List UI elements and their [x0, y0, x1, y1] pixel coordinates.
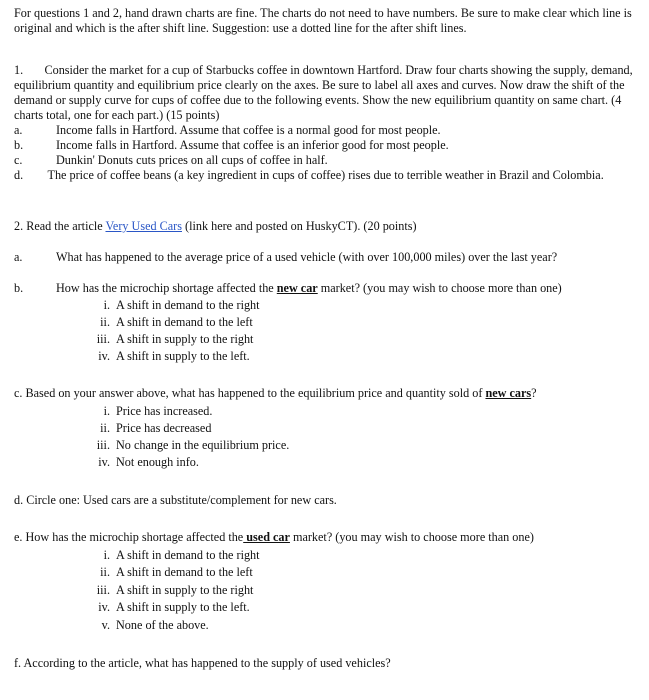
- question-1-item-d: [14, 168, 636, 183]
- worksheet-document: For questions 1 and 2, hand drawn charts are fine. The charts do not need to have numbers. Be sure to make clear which line is original and which is the after shift line. Suggestion: use a dotted line for the after shift lines. 1. Consider the market for a cup of Starbucks coffee in downtown Hartford. Draw four charts showing the supply, demand, equilibrium quantity and equilibrium price clearly on the axes. Be sure to label all axes and curves. Now draw the shift of the demand or supply curve for cups of coffee due to the following events. Show the new equilibrium quantity on same chart. (4 charts total, one for each part.) (15 points) a. Income falls in Hartford. Assume that coffee is a normal good for most people. b. Income falls in Hartford. Assume that coffee is an inferior good for most people. c. Dunkin' Donuts cuts prices on all cups of coffee in half. d. The price of coffee beans (a key ingredient in cups of coffee) rises due to terrible weather in Brazil and Colombia. 2. Read the article Very Used Cars (link here and posted on HuskyCT). (20 points) a. What has happened to the average price of a used vehicle (with over 100,000 miles) over the last year? b. How has the microchip shortage affected the new car market? (you may wish to choose more than one) i. A shift in demand to the right ii. A shift in demand to the left iii. A shift in supply to the right iv. A shift in supply to the left. c. Based on your answer above, what has happened to the equilibrium price and quantity sold of new cars? i. Price has increased. ii. Price has decreased iii. No change in the equilibrium price. iv. Not enough info. d. Circle one: Used cars are a substitute/complement for new cars. e. How has the microchip shortage affected the used car market? (you may wish to choose more than one) i. A shift in demand to the right ii. A shift in demand to the left iii. A shift in supply to the right iv. A shift in supply to the left. v. None of the above. f. According to the article, what has happened to the supply of used vehicles?: [0, 0, 649, 700]
- used-car-emphasis: used car: [243, 530, 290, 544]
- question-2a-text: What has happened to the average price of a used vehicle (with over 100,000 miles) over the last year?: [56, 250, 558, 264]
- item-text: Dunkin' Donuts cuts prices on all cups of coffee in half.: [56, 153, 328, 167]
- question-1-item-b: [14, 138, 636, 153]
- question-1: [14, 63, 636, 183]
- question-2b-text: How has the microchip shortage affected the new car market? (you may wish to choose more than one): [56, 281, 562, 295]
- question-1-text: Consider the market for a cup of Starbucks coffee in downtown Hartford. Draw four charts showing the supply, demand, equilibrium quantity and equilibrium price clearly on the axes. Be sure to label all axes and curves. Now draw the shift of the demand or supply curve for cups of coffee due to the following events. Show the new equilibrium quantity on same chart. (4 charts total, one for each part.) (15 points): [14, 63, 633, 122]
- question-2d: d. Circle one: Used cars are a substitute/complement for new cars.: [14, 493, 337, 507]
- question-1-prompt: [14, 63, 636, 123]
- question-2-prefix: 2. Read the article: [14, 219, 106, 233]
- item-label: a.: [14, 123, 23, 137]
- question-1-item-a: [14, 123, 636, 138]
- question-2-heading: [14, 219, 636, 234]
- new-car-emphasis: new car: [276, 281, 318, 295]
- intro-paragraph: For questions 1 and 2, hand drawn charts are fine. The charts do not need to have numbers. Be sure to make clear which line is original and which is the after shift line. Suggestion: use a dotted line for the after shift lines.: [14, 6, 632, 35]
- item-text: Income falls in Hartford. Assume that coffee is a normal good for most people.: [56, 123, 441, 137]
- question-2-suffix: (link here and posted on HuskyCT). (20 points): [181, 219, 417, 233]
- item-label: d.: [14, 168, 24, 182]
- item-text: The price of coffee beans (a key ingredient in cups of coffee) rises due to terrible weather in Brazil and Colombia.: [47, 168, 604, 182]
- question-2c: c. Based on your answer above, what has happened to the equilibrium price and quantity sold of new cars?: [14, 386, 537, 400]
- question-2a: [14, 250, 636, 265]
- question-2b-label: b.: [14, 281, 24, 295]
- item-text: Income falls in Hartford. Assume that coffee is an inferior good for most people.: [56, 138, 449, 152]
- item-label: c.: [14, 153, 23, 167]
- item-label: b.: [14, 138, 24, 152]
- question-1-number: 1.: [14, 63, 24, 77]
- question-2b: [14, 281, 636, 296]
- question-2e: e. How has the microchip shortage affected the used car market? (you may wish to choose more than one): [14, 530, 534, 544]
- very-used-cars-link[interactable]: Very Used Cars: [105, 219, 182, 233]
- question-2f: f. According to the article, what has happened to the supply of used vehicles?: [14, 656, 391, 670]
- new-cars-emphasis: new cars: [485, 386, 532, 400]
- question-2a-label: a.: [14, 250, 23, 264]
- question-1-item-c: [14, 153, 636, 168]
